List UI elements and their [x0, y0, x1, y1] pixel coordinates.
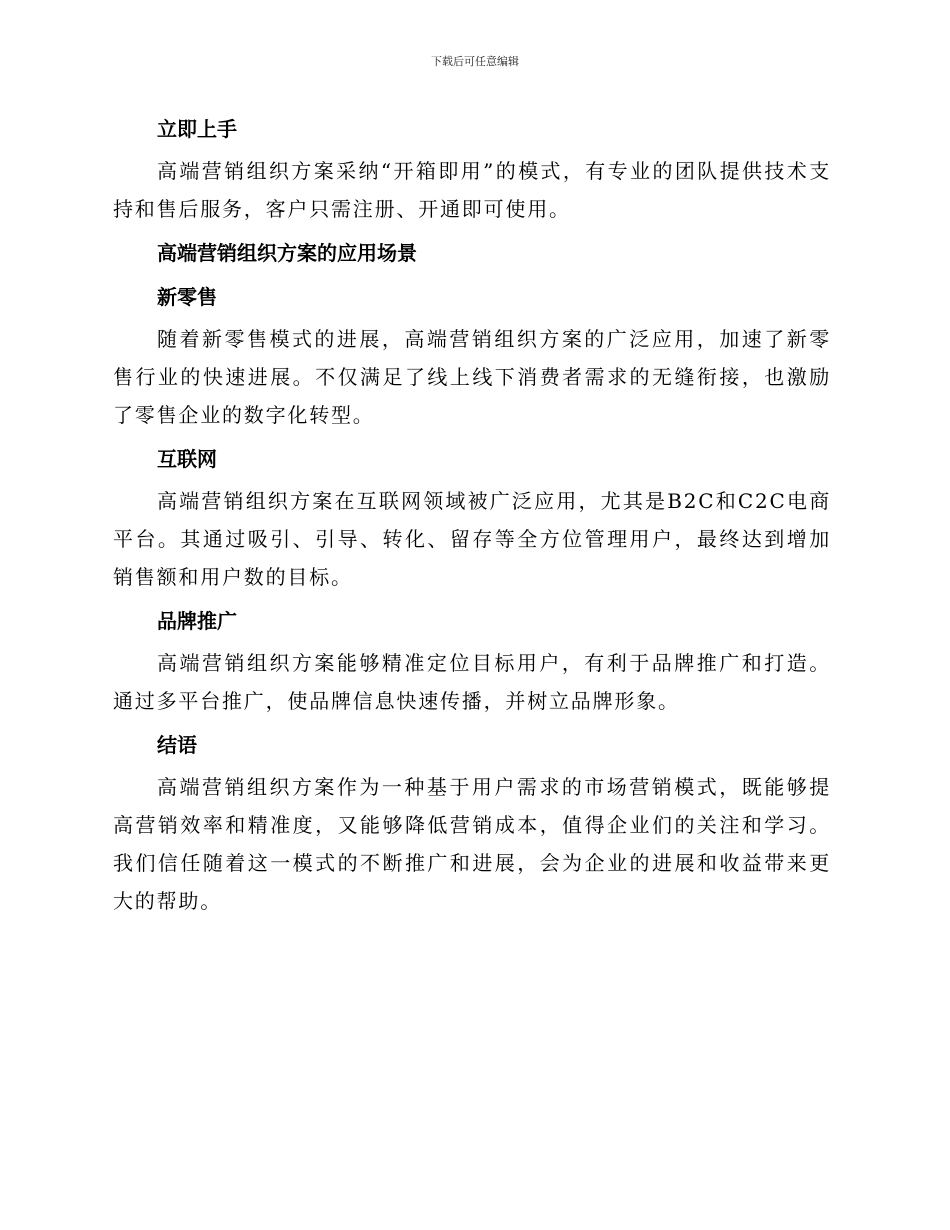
- section-heading: 品牌推广: [157, 609, 237, 633]
- section-application-scenarios: [113, 232, 831, 276]
- section-paragraph: 高端营销组织方案作为一种基于用户需求的市场营销模式，既能够提高营销效率和精准度，又能够降低营销成本，值得企业们的关注和学习。我们信任随着这一模式的不断推广和进展，会为企业的进展和收益带来更大的帮助。: [113, 775, 831, 913]
- section-get-started: [113, 108, 831, 232]
- section-conclusion: [113, 724, 831, 924]
- section-new-retail: [113, 276, 831, 438]
- section-heading: 新零售: [157, 285, 217, 309]
- section-paragraph: 高端营销组织方案采纳“开箱即用”的模式，有专业的团队提供技术支持和售后服务，客户只需注册、开通即可使用。: [113, 159, 831, 221]
- section-internet: [113, 438, 831, 600]
- section-paragraph: 随着新零售模式的进展，高端营销组织方案的广泛应用，加速了新零售行业的快速进展。不仅满足了线上线下消费者需求的无缝衔接，也激励了零售企业的数字化转型。: [113, 327, 831, 427]
- page-header: 下载后可任意编辑: [431, 55, 519, 68]
- section-heading: 高端营销组织方案的应用场景: [157, 241, 417, 265]
- section-heading: 互联网: [157, 447, 217, 471]
- document-body: [113, 108, 831, 924]
- section-heading: 立即上手: [157, 117, 237, 141]
- section-heading: 结语: [157, 733, 197, 757]
- section-paragraph: 高端营销组织方案能够精准定位目标用户，有利于品牌推广和打造。通过多平台推广，使品牌信息快速传播，并树立品牌形象。: [113, 651, 831, 713]
- section-brand-promotion: [113, 600, 831, 724]
- section-paragraph: 高端营销组织方案在互联网领域被广泛应用，尤其是B2C和C2C电商平台。其通过吸引、引导、转化、留存等全方位管理用户，最终达到增加销售额和用户数的目标。: [113, 489, 831, 589]
